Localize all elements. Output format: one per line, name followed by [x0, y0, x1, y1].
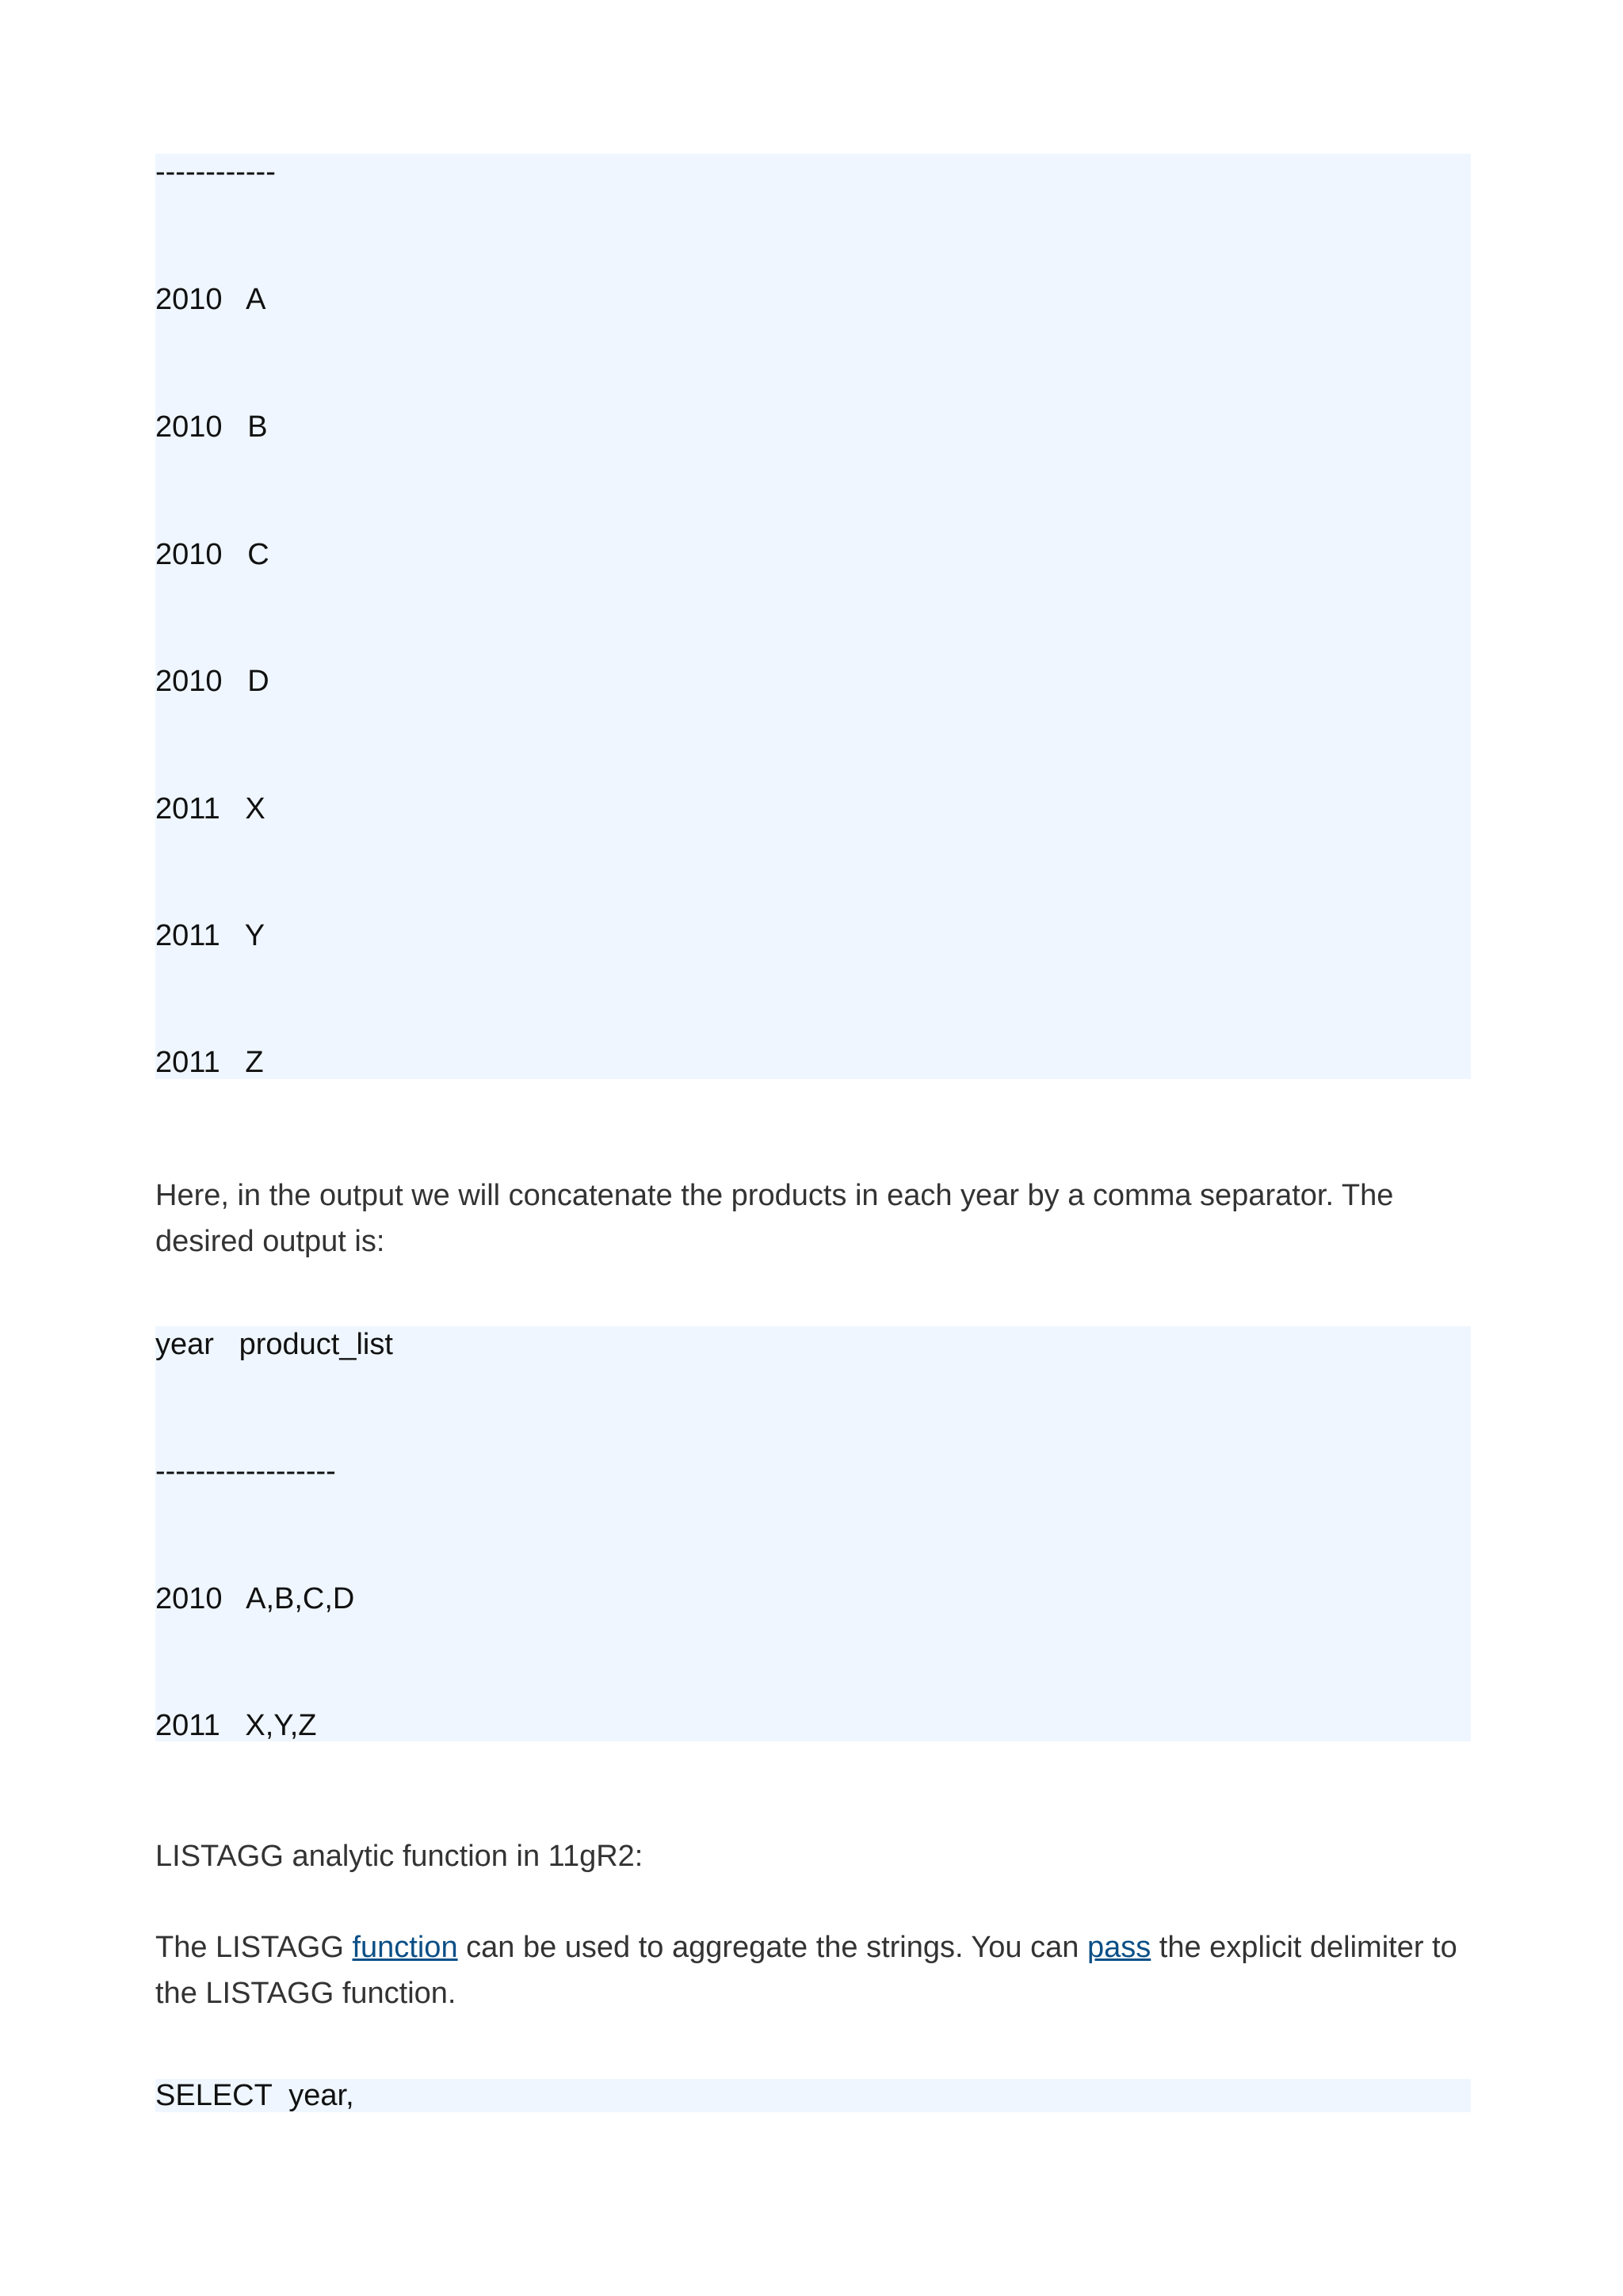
- code-line: 2011 X: [155, 792, 265, 826]
- code-line: 2010 A,B,C,D: [155, 1582, 355, 1615]
- output-description-paragraph: Here, in the output we will concatenate the products in each year by a comma separator. The desired output is:: [155, 1179, 1394, 1258]
- code-line: 2010 A: [155, 283, 266, 316]
- code-line: 2010 B: [155, 410, 268, 444]
- code-block-products: [155, 154, 1471, 1079]
- code-line: SELECT year,: [155, 2079, 354, 2112]
- code-line: ------------: [155, 155, 276, 189]
- pass-link[interactable]: pass: [1086, 1931, 1151, 1964]
- code-block-select: [155, 2079, 1471, 2112]
- paragraph-text: can be used to aggregate the strings. You can: [457, 1931, 1087, 1964]
- section-heading: LISTAGG analytic function in 11gR2:: [155, 1840, 643, 1873]
- code-line: year product_list: [155, 1328, 393, 1361]
- code-line: 2010 C: [155, 538, 269, 571]
- code-line: 2010 D: [155, 665, 269, 698]
- code-line: 2011 X,Y,Z: [155, 1709, 317, 1742]
- function-link[interactable]: function: [352, 1931, 458, 1964]
- paragraph-text: the explicit delimiter to the LISTAGG function.: [155, 1931, 1457, 2010]
- paragraph-text: The LISTAGG: [155, 1931, 353, 1964]
- listagg-description-paragraph: [155, 1924, 1471, 2016]
- code-line: 2011 Y: [155, 919, 265, 952]
- code-line: ------------------: [155, 1455, 336, 1488]
- code-line: 2011 Z: [155, 1046, 264, 1079]
- code-block-desired-output: [155, 1326, 1471, 1741]
